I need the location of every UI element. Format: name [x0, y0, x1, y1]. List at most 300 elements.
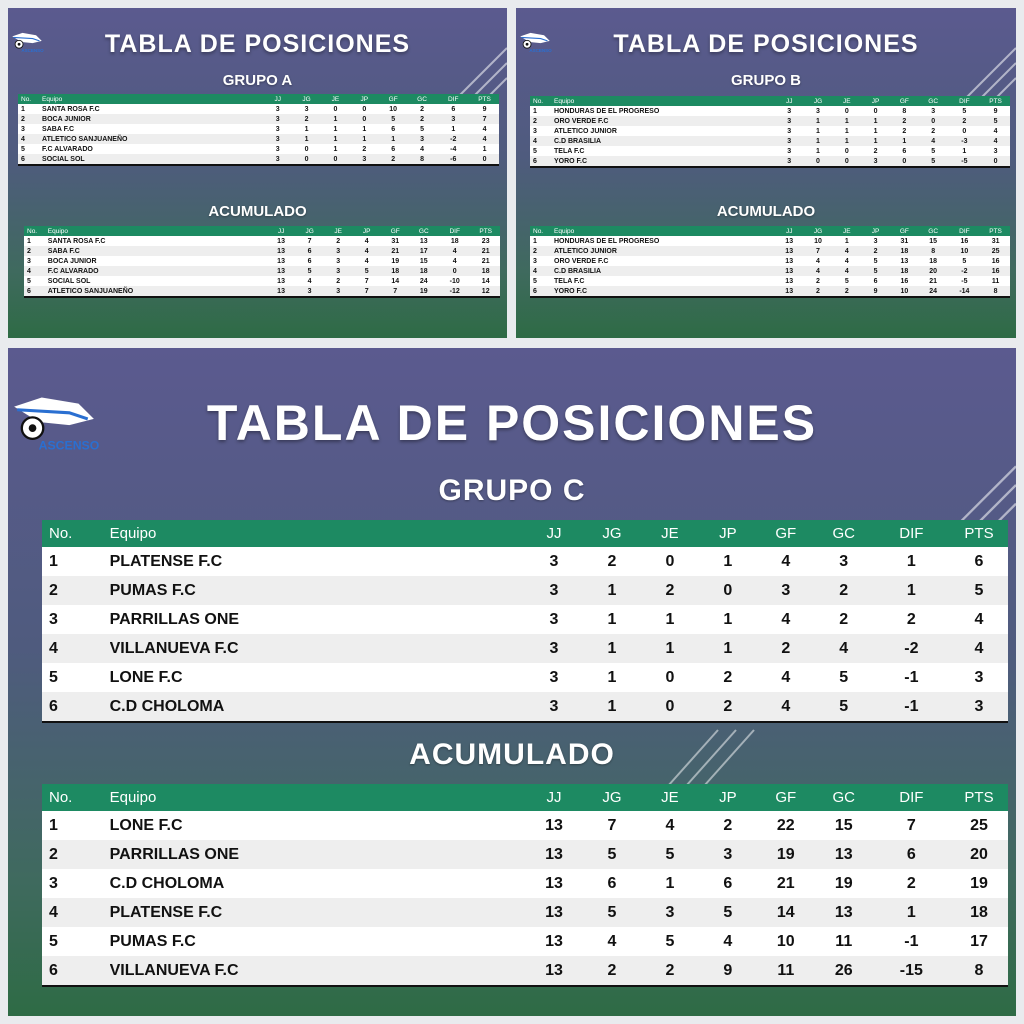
table-row — [530, 126, 1010, 136]
page-title: TABLA DE POSICIONES — [206, 395, 818, 451]
team-name: PUMAS F.C — [110, 927, 525, 956]
stat-jp: 2 — [699, 692, 757, 722]
stat-je: 1 — [321, 124, 350, 134]
stat-pts: 4 — [470, 124, 499, 134]
column-header-pts: PTS — [950, 784, 1008, 811]
stat-pts: 4 — [470, 134, 499, 144]
stat-pts: 7 — [470, 114, 499, 124]
stat-gc: 17 — [410, 246, 439, 256]
stat-jj: 3 — [263, 134, 292, 144]
stat-jg: 0 — [804, 156, 833, 167]
stat-jj: 13 — [525, 898, 583, 927]
stat-gf: 2 — [757, 634, 815, 663]
stat-gf: 3 — [757, 576, 815, 605]
team-name: ATLETICO JUNIOR — [554, 126, 775, 136]
table-row — [530, 256, 1010, 266]
table-header-row — [42, 784, 1008, 811]
table-header-row — [42, 520, 1008, 547]
stat-jg: 7 — [804, 246, 833, 256]
table-row — [42, 634, 1008, 663]
stat-pts: 3 — [950, 692, 1008, 722]
stat-no: 3 — [18, 124, 42, 134]
stat-jp: 1 — [861, 116, 890, 126]
stat-gc: 2 — [408, 114, 437, 124]
stat-jp: 3 — [699, 840, 757, 869]
column-header-pts: PTS — [471, 226, 500, 236]
stat-jg: 1 — [804, 126, 833, 136]
column-header-jp: JP — [699, 784, 757, 811]
stat-je: 0 — [641, 692, 699, 722]
stat-je: 0 — [832, 146, 861, 156]
stat-jg: 1 — [292, 134, 321, 144]
stat-je: 1 — [832, 136, 861, 146]
team-name: PARRILLAS ONE — [110, 605, 525, 634]
stat-gf: 4 — [757, 605, 815, 634]
column-header-gf: GF — [890, 226, 919, 236]
stat-pts: 6 — [950, 547, 1008, 576]
accumulated-standings-table — [42, 784, 1008, 987]
stat-jj: 3 — [263, 154, 292, 165]
table-row — [24, 276, 500, 286]
stat-dif: -1 — [873, 692, 950, 722]
team-name: F.C ALVARADO — [48, 266, 267, 276]
team-name: YORO F.C — [554, 286, 775, 297]
stat-gf: 7 — [381, 286, 410, 297]
column-header-gc: GC — [919, 96, 948, 106]
stat-gc: 18 — [919, 256, 948, 266]
stat-gc: 19 — [815, 869, 873, 898]
stat-gf: 31 — [381, 236, 410, 246]
page-title: TABLA DE POSICIONES — [104, 30, 411, 58]
stat-gc: 4 — [408, 144, 437, 154]
column-header-je: JE — [641, 784, 699, 811]
stat-jj: 3 — [525, 605, 583, 634]
stat-pts: 9 — [470, 104, 499, 114]
stat-jp: 2 — [350, 144, 379, 154]
table-row — [42, 692, 1008, 722]
stat-no: 5 — [530, 146, 554, 156]
group-title: GRUPO B — [730, 72, 801, 89]
stat-gc: 8 — [919, 246, 948, 256]
column-header-dif: DIF — [948, 226, 982, 236]
stat-jj: 13 — [525, 927, 583, 956]
table-row — [18, 144, 499, 154]
stat-gc: 24 — [919, 286, 948, 297]
stat-jg: 4 — [804, 266, 833, 276]
stat-no: 2 — [24, 246, 48, 256]
column-header-je: JE — [832, 226, 861, 236]
stat-jg: 7 — [583, 811, 641, 840]
team-name: BOCA JUNIOR — [42, 114, 263, 124]
stat-jp: 4 — [352, 246, 381, 256]
column-header-equipo: Equipo — [554, 226, 775, 236]
stat-gf: 10 — [757, 927, 815, 956]
stat-dif: 4 — [438, 246, 471, 256]
stat-gf: 0 — [890, 156, 919, 167]
stat-je: 0 — [641, 547, 699, 576]
table-row — [24, 286, 500, 297]
table-row — [530, 236, 1010, 246]
stat-gf: 2 — [890, 116, 919, 126]
stat-jp: 2 — [699, 663, 757, 692]
stat-pts: 11 — [981, 276, 1010, 286]
table-row — [530, 246, 1010, 256]
stat-gc: 13 — [815, 840, 873, 869]
column-header-no: No. — [18, 94, 42, 104]
table-header-row — [24, 226, 500, 236]
stat-pts: 18 — [471, 266, 500, 276]
stat-gf: 6 — [379, 144, 408, 154]
stat-pts: 19 — [950, 869, 1008, 898]
stat-no: 4 — [530, 136, 554, 146]
stat-dif: 1 — [873, 898, 950, 927]
stat-je: 4 — [832, 266, 861, 276]
stat-no: 6 — [530, 156, 554, 167]
stat-no: 1 — [530, 106, 554, 116]
stat-dif: -5 — [948, 276, 982, 286]
stat-jp: 0 — [350, 104, 379, 114]
team-name: VILLANUEVA F.C — [110, 956, 525, 986]
column-header-equipo: Equipo — [554, 96, 775, 106]
stat-jg: 7 — [295, 236, 324, 246]
table-row — [530, 156, 1010, 167]
stat-gf: 18 — [890, 266, 919, 276]
group-title: GRUPO C — [438, 474, 586, 507]
stat-dif: -1 — [873, 663, 950, 692]
stat-pts: 4 — [950, 634, 1008, 663]
stat-jg: 2 — [583, 547, 641, 576]
stat-gc: 2 — [815, 605, 873, 634]
column-header-jj: JJ — [263, 94, 292, 104]
column-header-je: JE — [832, 96, 861, 106]
stat-je: 5 — [641, 840, 699, 869]
stat-je: 3 — [324, 266, 353, 276]
stat-jg: 1 — [583, 605, 641, 634]
stat-dif: 0 — [438, 266, 471, 276]
group-standings-table — [530, 96, 1010, 168]
stat-jg: 6 — [583, 869, 641, 898]
table-row — [530, 266, 1010, 276]
column-header-gc: GC — [408, 94, 437, 104]
stat-jj: 3 — [263, 144, 292, 154]
stat-gc: 3 — [815, 547, 873, 576]
stat-jp: 1 — [350, 134, 379, 144]
stat-jg: 1 — [583, 692, 641, 722]
stat-pts: 21 — [471, 246, 500, 256]
accumulated-title: ACUMULADO — [409, 738, 615, 771]
stat-je: 0 — [321, 154, 350, 165]
column-header-jg: JG — [804, 96, 833, 106]
stat-je: 1 — [641, 634, 699, 663]
stat-gf: 5 — [379, 114, 408, 124]
stat-pts: 8 — [950, 956, 1008, 986]
column-header-jp: JP — [699, 520, 757, 547]
stat-je: 4 — [832, 256, 861, 266]
stat-no: 4 — [24, 266, 48, 276]
team-name: TELA F.C — [554, 146, 775, 156]
column-header-gf: GF — [381, 226, 410, 236]
stat-jg: 6 — [295, 246, 324, 256]
stat-jj: 3 — [775, 146, 804, 156]
stat-jp: 7 — [352, 276, 381, 286]
team-name: SANTA ROSA F.C — [42, 104, 263, 114]
stat-gf: 10 — [379, 104, 408, 114]
stat-je: 1 — [321, 114, 350, 124]
stat-jj: 3 — [263, 124, 292, 134]
stat-gf: 10 — [890, 286, 919, 297]
stat-gc: 2 — [408, 104, 437, 114]
stat-no: 4 — [42, 898, 110, 927]
stat-dif: -1 — [873, 927, 950, 956]
stat-jj: 13 — [525, 811, 583, 840]
stat-jj: 13 — [775, 276, 804, 286]
team-name: PLATENSE F.C — [110, 898, 525, 927]
stat-no: 3 — [42, 869, 110, 898]
stat-gf: 1 — [890, 136, 919, 146]
stat-jg: 3 — [295, 286, 324, 297]
stat-jj: 13 — [775, 266, 804, 276]
column-header-gf: GF — [379, 94, 408, 104]
stat-je: 4 — [832, 246, 861, 256]
stat-jp: 0 — [699, 576, 757, 605]
decorative-stripes-center — [668, 728, 788, 788]
stat-je: 3 — [324, 246, 353, 256]
table-row — [42, 811, 1008, 840]
stat-jp: 4 — [699, 927, 757, 956]
stat-jj: 3 — [525, 547, 583, 576]
stat-pts: 25 — [950, 811, 1008, 840]
stat-gf: 22 — [757, 811, 815, 840]
stat-no: 3 — [530, 126, 554, 136]
column-header-jj: JJ — [775, 226, 804, 236]
column-header-gc: GC — [410, 226, 439, 236]
team-name: SOCIAL SOL — [42, 154, 263, 165]
stat-jp: 1 — [861, 136, 890, 146]
stat-pts: 21 — [471, 256, 500, 266]
team-name: ORO VERDE F.C — [554, 116, 775, 126]
stat-je: 5 — [641, 927, 699, 956]
table-row — [530, 106, 1010, 116]
stat-jj: 3 — [775, 116, 804, 126]
stat-je: 0 — [832, 156, 861, 167]
stat-dif: 10 — [948, 246, 982, 256]
stat-jg: 0 — [292, 144, 321, 154]
stat-je: 2 — [324, 236, 353, 246]
stat-dif: -10 — [438, 276, 471, 286]
stat-gf: 2 — [379, 154, 408, 165]
stat-jp: 1 — [699, 605, 757, 634]
team-name: SABA F.C — [42, 124, 263, 134]
stat-gf: 21 — [381, 246, 410, 256]
stat-jg: 3 — [804, 106, 833, 116]
column-header-equipo: Equipo — [110, 784, 525, 811]
stat-jj: 3 — [775, 126, 804, 136]
table-row — [42, 840, 1008, 869]
stat-jj: 13 — [267, 236, 296, 246]
table-row — [42, 956, 1008, 986]
stat-no: 5 — [42, 663, 110, 692]
table-row — [42, 869, 1008, 898]
stat-gc: 13 — [815, 898, 873, 927]
team-name: TELA F.C — [554, 276, 775, 286]
stat-gc: 15 — [919, 236, 948, 246]
stat-pts: 16 — [981, 256, 1010, 266]
table-row — [18, 134, 499, 144]
stat-jp: 2 — [699, 811, 757, 840]
stat-no: 1 — [42, 811, 110, 840]
table-row — [24, 266, 500, 276]
table-row — [24, 256, 500, 266]
stat-gc: 5 — [919, 146, 948, 156]
table-header-row — [18, 94, 499, 104]
stat-jg: 1 — [583, 663, 641, 692]
stat-je: 2 — [641, 956, 699, 986]
stat-jj: 3 — [263, 104, 292, 114]
stat-jp: 9 — [861, 286, 890, 297]
stat-no: 2 — [530, 246, 554, 256]
column-header-gc: GC — [815, 784, 873, 811]
stat-jp: 0 — [861, 106, 890, 116]
table-row — [42, 927, 1008, 956]
stat-jj: 3 — [775, 136, 804, 146]
stat-jj: 3 — [775, 106, 804, 116]
stat-jp: 5 — [861, 256, 890, 266]
stat-pts: 0 — [470, 154, 499, 165]
table-row — [42, 663, 1008, 692]
stat-jg: 5 — [583, 840, 641, 869]
accumulated-standings-table — [24, 226, 500, 298]
stat-no: 6 — [18, 154, 42, 165]
stat-dif: 0 — [948, 126, 982, 136]
league-logo-text: ASCENSO — [21, 48, 44, 54]
stat-gc: 5 — [919, 156, 948, 167]
column-header-dif: DIF — [948, 96, 982, 106]
stat-je: 1 — [321, 134, 350, 144]
stat-gc: 20 — [919, 266, 948, 276]
stat-gf: 21 — [757, 869, 815, 898]
table-row — [530, 116, 1010, 126]
stat-gc: 0 — [919, 116, 948, 126]
stat-jg: 1 — [292, 124, 321, 134]
stat-je: 0 — [832, 106, 861, 116]
column-header-jg: JG — [583, 784, 641, 811]
stat-jj: 13 — [775, 246, 804, 256]
stat-jj: 13 — [775, 236, 804, 246]
stat-je: 1 — [321, 144, 350, 154]
column-header-jp: JP — [352, 226, 381, 236]
stat-gc: 2 — [815, 576, 873, 605]
stat-gc: 18 — [410, 266, 439, 276]
stat-no: 5 — [42, 927, 110, 956]
stat-jj: 13 — [525, 840, 583, 869]
stat-pts: 16 — [981, 266, 1010, 276]
table-row — [42, 576, 1008, 605]
stat-gf: 11 — [757, 956, 815, 986]
stat-no: 5 — [24, 276, 48, 286]
stat-jp: 7 — [352, 286, 381, 297]
stat-gc: 4 — [815, 634, 873, 663]
column-header-jp: JP — [861, 96, 890, 106]
stat-pts: 31 — [981, 236, 1010, 246]
stat-no: 3 — [530, 256, 554, 266]
table-row — [530, 146, 1010, 156]
table-row — [18, 124, 499, 134]
stat-je: 3 — [324, 256, 353, 266]
stat-no: 1 — [42, 547, 110, 576]
stat-jp: 3 — [861, 236, 890, 246]
stat-jg: 4 — [583, 927, 641, 956]
stat-jp: 3 — [350, 154, 379, 165]
stat-no: 3 — [24, 256, 48, 266]
group-standings-table — [42, 520, 1008, 723]
stat-no: 3 — [42, 605, 110, 634]
column-header-jg: JG — [804, 226, 833, 236]
stat-jj: 3 — [525, 663, 583, 692]
group-standings-table — [18, 94, 499, 166]
stat-jg: 5 — [583, 898, 641, 927]
stat-no: 5 — [530, 276, 554, 286]
stat-gc: 15 — [410, 256, 439, 266]
stat-jp: 1 — [861, 126, 890, 136]
team-name: C.D BRASILIA — [554, 266, 775, 276]
team-name: C.D CHOLOMA — [110, 869, 525, 898]
team-name: ATLETICO JUNIOR — [554, 246, 775, 256]
accumulated-title: ACUMULADO — [208, 203, 307, 220]
column-header-no: No. — [24, 226, 48, 236]
stat-no: 1 — [18, 104, 42, 114]
stat-pts: 0 — [981, 156, 1010, 167]
stat-no: 6 — [42, 692, 110, 722]
table-row — [42, 898, 1008, 927]
stat-pts: 14 — [471, 276, 500, 286]
team-name: PLATENSE F.C — [110, 547, 525, 576]
team-name: SOCIAL SOL — [48, 276, 267, 286]
column-header-equipo: Equipo — [48, 226, 267, 236]
stat-no: 4 — [18, 134, 42, 144]
stat-gc: 8 — [408, 154, 437, 165]
stat-jg: 4 — [804, 256, 833, 266]
stat-je: 0 — [641, 663, 699, 692]
column-header-no: No. — [530, 226, 554, 236]
stat-jj: 13 — [267, 256, 296, 266]
stat-gc: 19 — [410, 286, 439, 297]
stat-jj: 13 — [775, 286, 804, 297]
stat-dif: 5 — [948, 106, 982, 116]
column-header-no: No. — [42, 784, 110, 811]
stat-dif: -2 — [873, 634, 950, 663]
stat-je: 1 — [641, 869, 699, 898]
column-header-jg: JG — [583, 520, 641, 547]
column-header-jj: JJ — [267, 226, 296, 236]
stat-gc: 4 — [919, 136, 948, 146]
stat-no: 6 — [530, 286, 554, 297]
stat-jp: 2 — [861, 146, 890, 156]
column-header-dif: DIF — [436, 94, 470, 104]
team-name: VILLANUEVA F.C — [110, 634, 525, 663]
stat-jg: 4 — [295, 276, 324, 286]
stat-jp: 6 — [861, 276, 890, 286]
stat-jg: 1 — [583, 634, 641, 663]
column-header-jg: JG — [295, 226, 324, 236]
stat-jg: 2 — [804, 276, 833, 286]
stat-gf: 19 — [757, 840, 815, 869]
stat-jg: 1 — [583, 576, 641, 605]
stat-gf: 13 — [890, 256, 919, 266]
stat-jj: 13 — [525, 869, 583, 898]
stat-no: 2 — [530, 116, 554, 126]
table-row — [42, 605, 1008, 634]
team-name: LONE F.C — [110, 811, 525, 840]
